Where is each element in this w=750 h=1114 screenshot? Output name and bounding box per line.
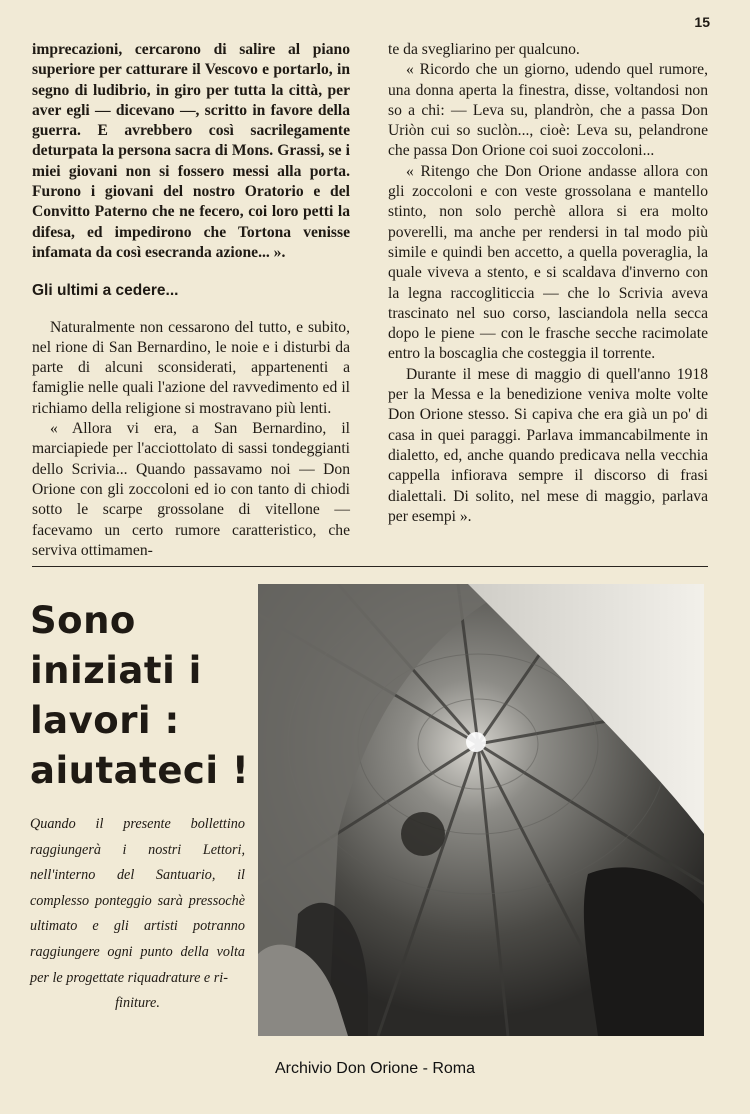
article-right-column <box>388 40 708 527</box>
article-paragraph: Naturalmente non cessarono del tutto, e subito, nel rione di San Bernardino, le noie e i disturbi da parte di alcuni sconsiderati, appartenenti a famiglie nelle quali l'azione del ravvedimento ed il richiamo della religione si mostravano più lenti. <box>32 318 350 417</box>
section-divider <box>32 566 708 567</box>
caption-text-end: finiture. <box>115 995 160 1012</box>
article-bold-paragraph: imprecazioni, cercarono di salire al piano superiore per catturare il Vescovo e portarlo, in segno di ludibrio, in giro per tutta la città, per aver egli — dicevano —, scritto in favore della guerra. E avrebbero così sacrilegamente deturpata la persona sacra di Mons. Grassi, se i miei giovani non si fossero messi alla porta. Furono i giovani del nostro Oratorio e del Convitto Paterno che ne fecero, coi loro petti la difesa, ed impedirono che Tortona venisse infamata da così esecranda azione... ». <box>32 41 350 261</box>
article-paragraph: « Ritengo che Don Orione andasse allora con gli zoccoloni e con veste grossolana e mantello stinto, non solo perchè allora si era molto poverelli, ma anche per rendersi in tal modo più simile e quindi ben accetto, a quella poveraglia, la quale viveva a stento, e si scaldava d'inverno con la legna raccogliticcia — che lo Scrivia aveva trascinato nel suo corso, lasciandola nella secca dopo le piene — con le frasche secche racimolate entro la boscaglia che costeggia il torrente. <box>388 162 708 363</box>
article-paragraph: te da svegliarino per qualcuno. <box>388 41 580 58</box>
article-paragraph: « Allora vi era, a San Bernardino, il marciapiede per l'acciottolato di sassi tondeggianti dello Scrivia... Quando passavamo noi — Don Orione con gli zoccoloni ed io con tanto di chiodi sotto le scarpe grossolane di vitellone — facevamo un certo rumore caratteristico, che serviva ottimamen- <box>32 420 350 559</box>
headline-line: lavori : <box>30 699 180 742</box>
article-paragraph: Durante il mese di maggio di quell'anno 1918 per la Messa e la benedizione veniva molte volte Don Orione stesso. Si capiva che era già un po' di casa in quei paraggi. Parlava immancabilmente in dialetto, ed, anche quando predicava nella vecchia cappella infiorava sempre il discorso di frasi dialettali. Di solito, nel mese di maggio, parlava per esempi ». <box>388 365 708 525</box>
section-heading: Gli ultimi a cedere... <box>32 282 179 300</box>
article-paragraph: « Ricordo che un giorno, udendo quel rumore, una donna aperta la finestra, disse, voltandosi non so a chi: — Leva su, plandròn, che a passa Don Uriòn cui so suclòn..., cioè: Leva su, pelandrone che passa Don Orione coi suoi zoccoloni... <box>388 61 708 160</box>
sanctuary-vault-photo <box>258 584 704 1036</box>
appeal-caption <box>30 812 245 1017</box>
page-number: 15 <box>694 14 710 30</box>
caption-text: Quando il presente bollettino raggiungerà i nostri Lettori, nell'interno del Santuario, il complesso ponteggio sarà pressochè ultimato e gli artisti potranno raggiungere ogni punto della volta per le progettate riquadrature e ri- <box>30 816 245 986</box>
appeal-headline <box>30 596 255 796</box>
archive-footer: Archivio Don Orione - Roma <box>274 1060 476 1077</box>
article-left-column <box>32 40 350 561</box>
headline-line: aiutateci ! <box>30 749 250 792</box>
headline-line: Sono <box>30 599 136 642</box>
vault-illustration <box>258 584 704 1036</box>
headline-line: iniziati i <box>30 649 202 692</box>
